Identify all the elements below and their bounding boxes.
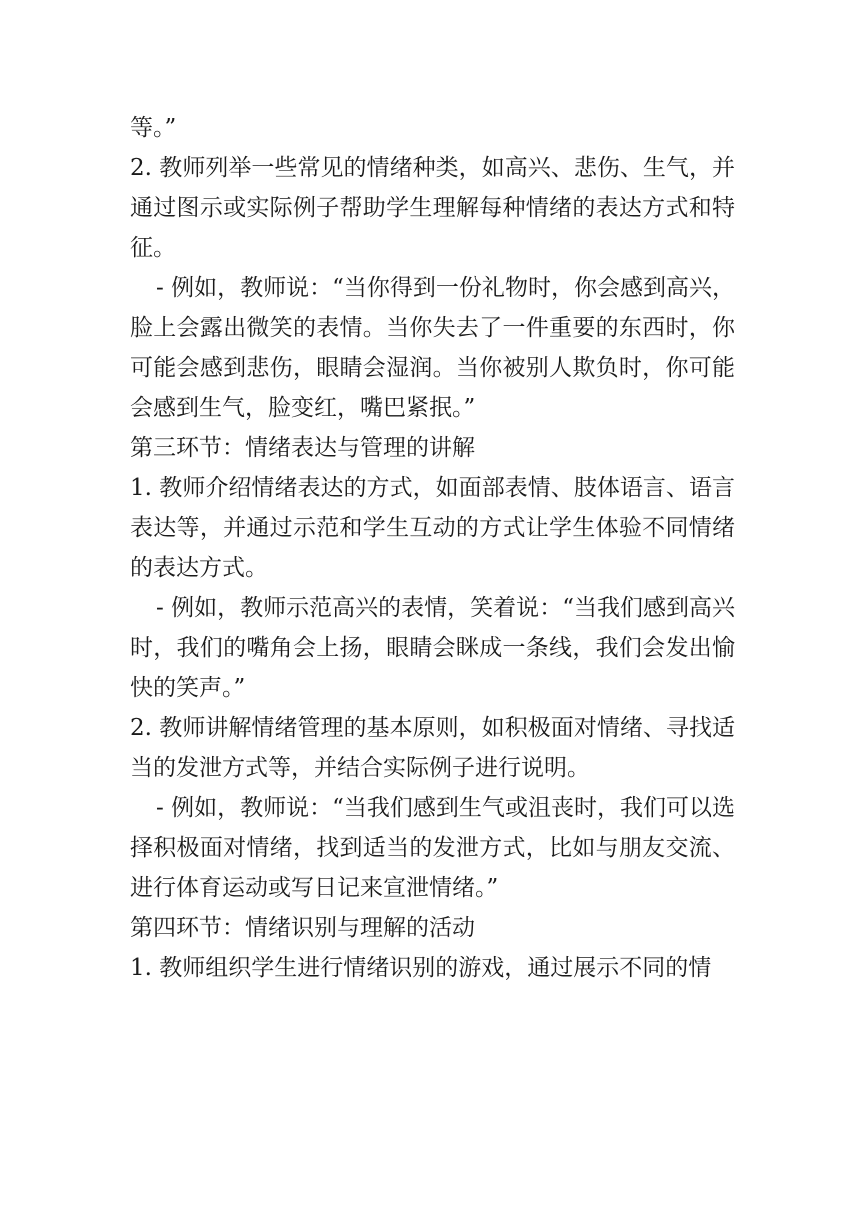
example-paragraph-emotions: - 例如，教师说：“当你得到一份礼物时，你会感到高兴，脸上会露出微笑的表情。当你失去了一件重要的东西时，你可能会感到悲伤，眼睛会湿润。当你被别人欺负时，你可能会感到生气，脸变红，嘴巴紧抿。” <box>130 275 735 421</box>
list-item-2-emotion-types: 2. 教师列举一些常见的情绪种类，如高兴、悲伤、生气，并通过图示或实际例子帮助学生理解每种情绪的表达方式和特征。 <box>130 155 735 261</box>
section-heading-3: 第三环节：情绪表达与管理的讲解 <box>130 435 475 461</box>
example-paragraph-anger: - 例如，教师说：“当我们感到生气或沮丧时，我们可以选择积极面对情绪，找到适当的发泄方式，比如与朋友交流、进行体育运动或写日记来宣泄情绪。” <box>130 795 735 901</box>
document-body <box>130 108 735 988</box>
paragraph-continuation: 等。” <box>130 115 177 141</box>
section-heading-4: 第四环节：情绪识别与理解的活动 <box>130 915 475 941</box>
list-item-1-expression-methods: 1. 教师介绍情绪表达的方式，如面部表情、肢体语言、语言表达等，并通过示范和学生互动的方式让学生体验不同情绪的表达方式。 <box>130 475 735 581</box>
example-paragraph-happy: - 例如，教师示范高兴的表情，笑着说：“当我们感到高兴时，我们的嘴角会上扬，眼睛会眯成一条线，我们会发出愉快的笑声。” <box>130 595 735 701</box>
list-item-2-emotion-management: 2. 教师讲解情绪管理的基本原则，如积极面对情绪、寻找适当的发泄方式等，并结合实际例子进行说明。 <box>130 715 735 781</box>
list-item-1-recognition-game: 1. 教师组织学生进行情绪识别的游戏，通过展示不同的情 <box>130 955 712 981</box>
